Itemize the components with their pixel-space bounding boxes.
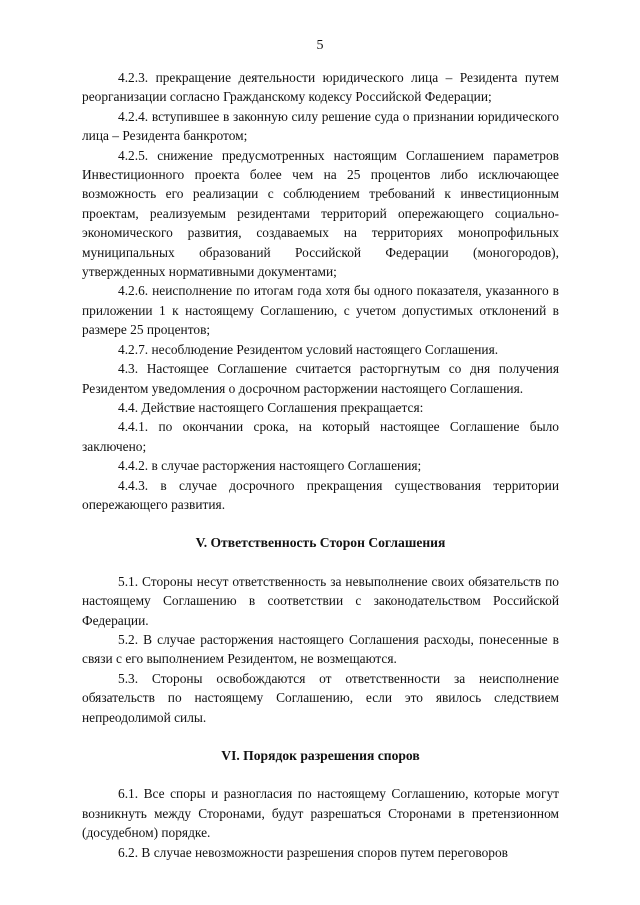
- clause-5-1: 5.1. Стороны несут ответственность за невыполнение своих обязательств по настоящему Соглашению в соответствии с законодательством Российской Федерации.: [82, 573, 559, 628]
- spacer: [82, 765, 559, 784]
- spacer: [82, 553, 559, 572]
- section-5-heading: V. Ответственность Сторон Соглашения: [195, 535, 446, 551]
- spacer: [82, 514, 559, 533]
- clause-4-2-5: 4.2.5. снижение предусмотренных настоящим Соглашением параметров Инвестиционного проекта более чем на 25 процентов либо исключающее возможность его реализации с соблюдением требований к инвестиционным проектам, реализуемым резидентами территорий опережающего социально-экономического развития, создаваемых на территориях монопрофильных муниципальных образований Российской Федерации (моногородов), утвержденных нормативными документами;: [82, 147, 559, 280]
- clause-4-2-6: 4.2.6. неисполнение по итогам года хотя бы одного показателя, указанного в приложении 1 к настоящему Соглашению, с учетом допустимых отклонений в размере 25 процентов;: [82, 283, 559, 338]
- clause-4-3: 4.3. Настоящее Соглашение считается расторгнутым со дня получения Резидентом уведомления о досрочном расторжении настоящего Соглашения.: [82, 361, 559, 396]
- clause-4-4-2: 4.4.2. в случае расторжения настоящего Соглашения;: [118, 458, 422, 474]
- spacer: [82, 727, 559, 746]
- clause-4-4-1: 4.4.1. по окончании срока, на который настоящее Соглашение было заключено;: [82, 419, 559, 454]
- clause-4-4-3: 4.4.3. в случае досрочного прекращения существования территории опережающего развития.: [82, 477, 559, 512]
- clause-5-2: 5.2. В случае расторжения настоящего Соглашения расходы, понесенные в связи с его выполнением Резидентом, не возмещаются.: [82, 631, 559, 667]
- clause-6-1: 6.1. Все споры и разногласия по настоящему Соглашению, которые могут возникнуть между Сторонами, будут разрешаться Сторонами в претензионном (досудебном) порядке.: [82, 786, 559, 841]
- document-body: [82, 68, 559, 862]
- clause-6-2: 6.2. В случае невозможности разрешения споров путем переговоров: [118, 844, 508, 860]
- page-number: 5: [316, 38, 324, 53]
- clause-5-3: 5.3. Стороны освобождаются от ответственности за неисполнение обязательств по настоящему Соглашению, если это явилось следствием непреодолимой силы.: [82, 670, 559, 725]
- clause-4-4: 4.4. Действие настоящего Соглашения прекращается:: [118, 399, 424, 415]
- section-6-heading: VI. Порядок разрешения споров: [221, 748, 420, 763]
- clause-4-2-3: 4.2.3. прекращение деятельности юридического лица – Резидента путем реорганизации согласно Гражданскому кодексу Российской Федерации;: [82, 70, 559, 105]
- clause-4-2-4: 4.2.4. вступившее в законную силу решение суда о признании юридического лица – Резидента банкротом;: [82, 108, 559, 144]
- clause-4-2-7: 4.2.7. несоблюдение Резидентом условий настоящего Соглашения.: [118, 341, 499, 357]
